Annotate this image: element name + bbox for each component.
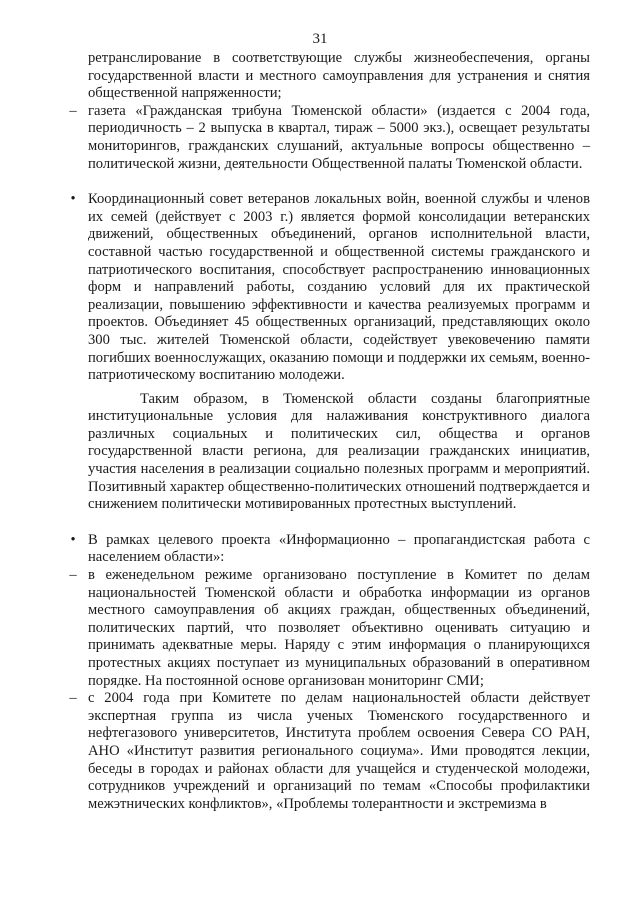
paragraph-text: с 2004 года при Комитете по делам национальностей области действует экспертная группа из числа ученых Тюменского государственного и нефтегазового университетов, Института проблем освоения Севера СО РАН, АНО «Институт развития регионального социума». Ими проводятся лекции, беседы в городах и районах области для учащейся и студенческой молодежи, сотрудников учреждений и организаций по темам «Способы профилактики межэтнических конфликтов», «Проблемы толерантности и экстремизма в <box>88 690 590 812</box>
dash-marker: – <box>69 102 77 119</box>
paragraph-continuation <box>88 50 590 103</box>
paragraph-conclusion <box>88 391 590 514</box>
bullet-marker: • <box>70 531 76 548</box>
bullet-marker: • <box>70 191 76 208</box>
paragraph-text: В рамках целевого проекта «Информационно – пропагандистская работа с населением области»: <box>88 531 590 566</box>
bullet-item-veterans-council <box>70 191 590 385</box>
dash-item-newspaper <box>69 102 590 173</box>
dash-item-expert-group <box>69 690 590 813</box>
dash-item-weekly-monitoring <box>69 567 590 690</box>
bullet-item-info-project <box>70 531 590 567</box>
paragraph-text: Таким образом, в Тюменской области созданы благоприятные институциональные условия для налаживания конструктивного диалога различных социальных и политических сил, общества и органов государственной власти региона, для реализации гражданских инициатив, участия населения в реализации социально полезных программ и мероприятий. Позитивный характер общественно-политических отношений подтверждается и снижением политически мотивированных протестных выступлений. <box>88 390 590 513</box>
paragraph-text: Координационный совет ветеранов локальных войн, военной службы и членов их семей (действует с 2003 г.) является формой консолидации ветеранских движений, общественных объединений, органов исполнительной власти, составной частью государственной и общественной системы гражданского и патриотического воспитания, способствует распространению инновационных форм и направлений работы, созданию условий для их практической реализации, повышению эффективности и качества реализуемых программ и проектов. Объединяет 45 общественных организаций, представляющих около 300 тыс. жителей Тюменской области, содействует увековечению памяти погибших военнослужащих, оказанию помощи и поддержки их семьям, военно-патриотическому воспитанию молодежи. <box>88 191 590 384</box>
dash-marker: – <box>69 567 77 584</box>
page-number: 31 <box>312 31 328 47</box>
dash-marker: – <box>69 690 77 707</box>
paragraph-text: в еженедельном режиме организовано поступление в Комитет по делам национальностей Тюменской области и обработка информации из органов местного самоуправления об акциях граждан, общественных объединений, политических партий, что позволяет объективно оценивать ситуацию и принимать адекватные меры. Наряду с этим информация о планирующихся протестных акциях поступает из муниципальных образований в оперативном порядке. На постоянной основе организован мониторинг СМИ; <box>88 567 590 689</box>
paragraph-text: ретранслирование в соответствующие службы жизнеобеспечения, органы государственной власти и местного самоуправления для устранения и снятия общественной напряженности; <box>88 50 590 102</box>
document-body <box>69 50 590 813</box>
paragraph-text: газета «Гражданская трибуна Тюменской области» (издается с 2004 года, периодичность – 2 выпуска в квартал, тираж – 5000 экз.), освещает результаты мониторингов, гражданских слушаний, актуальные вопросы общественно – политической жизни, деятельности Общественной палаты Тюменской области. <box>88 102 590 172</box>
